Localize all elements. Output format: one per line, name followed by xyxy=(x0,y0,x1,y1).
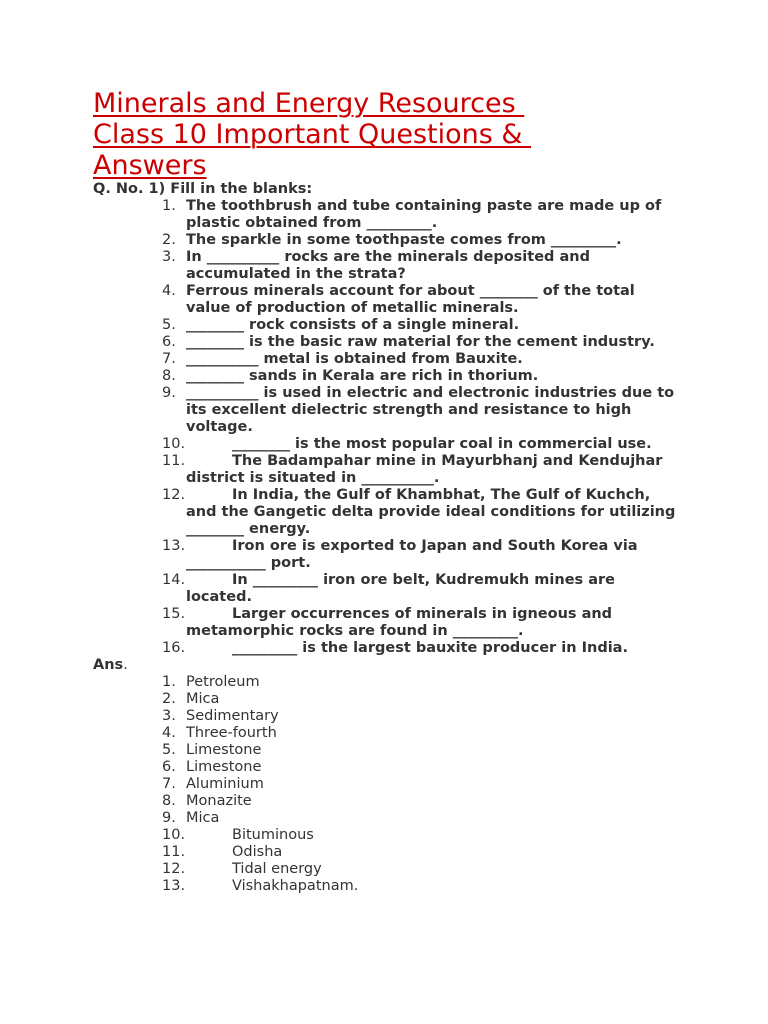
question-item-text: ________ sands in Kerala are rich in thorium. xyxy=(186,368,539,384)
answer-item-number: 11. xyxy=(162,844,186,860)
question-item-number: 12. xyxy=(162,487,186,503)
question-item-text: Iron ore is exported to Japan and South Korea via ___________ port. xyxy=(186,538,638,571)
question-item-text: ________ is the most popular coal in commercial use. xyxy=(232,436,652,452)
question-item-number: 5. xyxy=(162,317,176,333)
answer-item-text: Odisha xyxy=(232,844,283,860)
answer-item-text: Mica xyxy=(186,810,220,826)
question-item-number: 1. xyxy=(162,198,176,214)
answer-item xyxy=(93,691,683,708)
question-item-text: Ferrous minerals account for about ________ of the total value of production of metallic minerals. xyxy=(186,283,635,316)
question-item xyxy=(93,334,683,351)
answer-item xyxy=(93,674,683,691)
answer-item-text: Mica xyxy=(186,691,220,707)
answer-item-number: 5. xyxy=(162,742,176,758)
answers-list xyxy=(93,674,683,895)
question-item-text: ________ rock consists of a single mineral. xyxy=(186,317,520,333)
question-item-text: The sparkle in some toothpaste comes from _________. xyxy=(186,232,622,248)
answer-item-text: Limestone xyxy=(186,742,262,758)
title-line: Answers xyxy=(93,150,207,181)
answer-item xyxy=(93,793,683,810)
question-item xyxy=(93,436,683,453)
question-item xyxy=(93,198,683,232)
question-item-number: 14. xyxy=(162,572,186,588)
answer-item-number: 1. xyxy=(162,674,176,690)
question-item-number: 15. xyxy=(162,606,186,622)
answer-item xyxy=(93,827,683,844)
question-item xyxy=(93,453,683,487)
question-item-number: 2. xyxy=(162,232,176,248)
questions-list xyxy=(93,198,683,657)
question-item-number: 4. xyxy=(162,283,176,299)
question-item-number: 10. xyxy=(162,436,186,452)
question-item-text: In _________ iron ore belt, Kudremukh mines are located. xyxy=(186,572,615,605)
question-item-number: 9. xyxy=(162,385,176,401)
answer-item-number: 13. xyxy=(162,878,186,894)
answer-item-text: Sedimentary xyxy=(186,708,279,724)
question-item-number: 3. xyxy=(162,249,176,265)
answer-item-text: Limestone xyxy=(186,759,262,775)
question-heading: Q. No. 1) Fill in the blanks: xyxy=(93,181,313,197)
question-item-text: The Badampahar mine in Mayurbhanj and Kendujhar district is situated in __________. xyxy=(186,453,663,486)
question-item-number: 11. xyxy=(162,453,186,469)
answer-item-number: 4. xyxy=(162,725,176,741)
question-item-text: __________ is used in electric and electronic industries due to its excellent dielectric strength and resistance to high voltage. xyxy=(186,385,675,435)
question-item xyxy=(93,640,683,657)
question-item-text: In __________ rocks are the minerals deposited and accumulated in the strata? xyxy=(186,249,590,282)
answer-item xyxy=(93,708,683,725)
answer-item-number: 8. xyxy=(162,793,176,809)
title-line: Class 10 Important Questions & xyxy=(93,119,532,150)
title-line: Minerals and Energy Resources xyxy=(93,88,525,119)
answer-item xyxy=(93,742,683,759)
question-item-text: ________ is the basic raw material for the cement industry. xyxy=(186,334,655,350)
answer-item-text: Vishakhapatnam. xyxy=(232,878,359,894)
question-item xyxy=(93,538,683,572)
answers-heading-suffix: . xyxy=(123,657,128,673)
question-item-number: 8. xyxy=(162,368,176,384)
answers-heading-label: Ans xyxy=(93,657,124,673)
question-item-text: Larger occurrences of minerals in igneous and metamorphic rocks are found in _________. xyxy=(186,606,613,639)
question-item-number: 16. xyxy=(162,640,186,656)
question-item xyxy=(93,232,683,249)
question-item xyxy=(93,385,683,436)
answer-item-number: 6. xyxy=(162,759,176,775)
answer-item-number: 3. xyxy=(162,708,176,724)
question-item-text: _________ is the largest bauxite producer in India. xyxy=(232,640,628,656)
question-item-text: In India, the Gulf of Khambhat, The Gulf of Kuchch, and the Gangetic delta provide ideal conditions for utilizing ________ energy. xyxy=(186,487,676,537)
answer-item xyxy=(93,759,683,776)
question-item-number: 6. xyxy=(162,334,176,350)
question-item-number: 7. xyxy=(162,351,176,367)
answer-item-text: Bituminous xyxy=(232,827,314,843)
question-item xyxy=(93,487,683,538)
question-item xyxy=(93,249,683,283)
answer-item xyxy=(93,725,683,742)
question-item xyxy=(93,606,683,640)
answer-item xyxy=(93,844,683,861)
answer-item-text: Three-fourth xyxy=(186,725,277,741)
answer-item-number: 7. xyxy=(162,776,176,792)
document-page xyxy=(93,88,683,895)
answer-item xyxy=(93,861,683,878)
question-item xyxy=(93,351,683,368)
answer-item-text: Aluminium xyxy=(186,776,264,792)
answer-item-number: 2. xyxy=(162,691,176,707)
answer-item-number: 10. xyxy=(162,827,186,843)
question-item xyxy=(93,368,683,385)
answer-item-number: 12. xyxy=(162,861,186,877)
question-item-number: 13. xyxy=(162,538,186,554)
answer-item-number: 9. xyxy=(162,810,176,826)
answer-item-text: Petroleum xyxy=(186,674,260,690)
answer-item-text: Monazite xyxy=(186,793,252,809)
answer-item-text: Tidal energy xyxy=(232,861,322,877)
answers-heading xyxy=(93,657,683,674)
question-item xyxy=(93,572,683,606)
answer-item xyxy=(93,810,683,827)
answer-item xyxy=(93,776,683,793)
question-item xyxy=(93,283,683,317)
question-item-text: __________ metal is obtained from Bauxite. xyxy=(186,351,523,367)
question-item xyxy=(93,317,683,334)
answer-item xyxy=(93,878,683,895)
document-title xyxy=(93,88,683,181)
question-item-text: The toothbrush and tube containing paste are made up of plastic obtained from _________. xyxy=(186,198,662,231)
